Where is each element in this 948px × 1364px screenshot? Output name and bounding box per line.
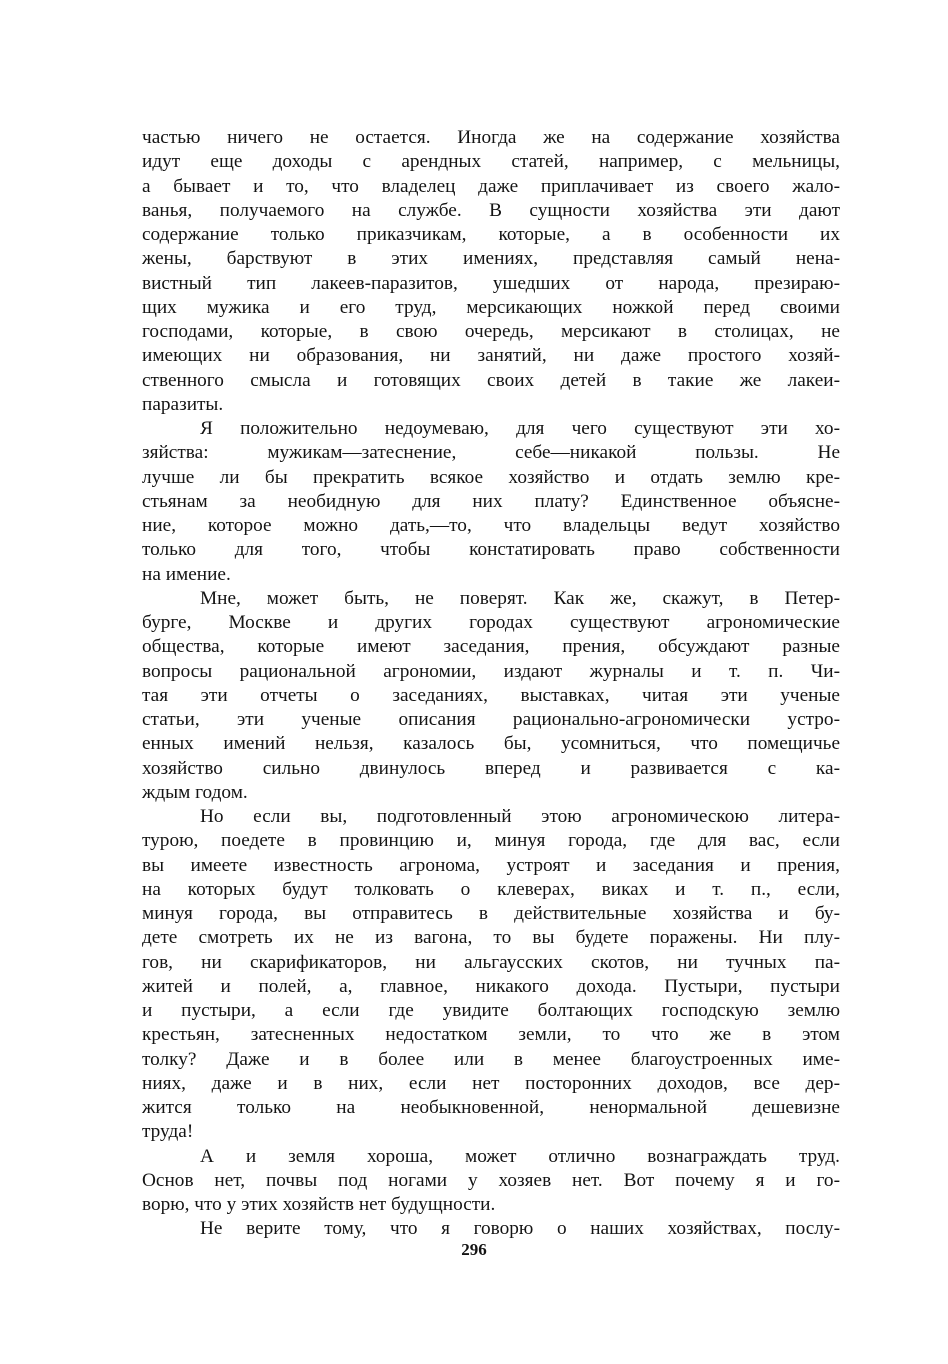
text-line: дете смотреть их не из вагона, то вы будете поражены. Ни плу- <box>142 927 840 949</box>
text-line: жится только на необыкновенной, ненормальной дешевизне <box>142 1097 840 1118</box>
text-line: содержание только приказчикам, которые, а в особенности их <box>142 224 840 245</box>
text-line: тая эти отчеты о заседаниях, выставках, читая эти ученые <box>142 684 840 706</box>
text-line: а бывает и то, что владелец даже приплачивает из своего жало- <box>142 175 840 197</box>
text-line: Но если вы, подготовленный этою агрономическою литера- <box>200 806 840 827</box>
paragraph-6 <box>142 1217 840 1241</box>
paragraph-1 <box>142 126 840 417</box>
text-line: гов, ни скарификаторов, ни альгаусских скотов, ни тучных па- <box>142 951 840 973</box>
text-line: паразиты. <box>142 393 224 415</box>
text-line: ние, которое можно дать,—то, что владельцы ведут хозяйство <box>142 515 840 536</box>
text-line: ниях, даже и в них, если нет посторонних доходов, все дер- <box>142 1072 840 1094</box>
text-line: ворю, что у этих хозяйств нет будущности. <box>142 1194 496 1215</box>
text-line: вопросы рациональной агрономии, издают журналы и т. п. Чи- <box>142 660 840 682</box>
text-line: Не верите тому, что я говорю о наших хозяйствах, послу- <box>200 1218 840 1240</box>
text-line: статьи, эти ученые описания рационально-агрономически устро- <box>142 709 840 730</box>
text-line: щих мужика и его труд, мерсикающих ножкой перед своими <box>142 296 840 318</box>
text-line: и пустыри, а если где увидите болтающих господскую землю <box>142 1000 840 1021</box>
text-line: имеющих ни образования, ни занятий, ни даже простого хозяй- <box>142 345 840 367</box>
text-line: ственного смысла и готовящих своих детей в такие же лакеи- <box>142 369 840 391</box>
text-line: енных имений нельзя, казалось бы, усомниться, что помещичье <box>142 733 840 755</box>
text-line: труда! <box>142 1121 194 1143</box>
text-line: на которых будут толковать о клеверах, виках и т. п., если, <box>142 878 840 900</box>
text-line: частью ничего не остается. Иногда же на содержание хозяйства <box>142 127 840 148</box>
text-line: толку? Даже и в более или в менее благоустроенных име- <box>142 1048 840 1070</box>
paragraph-3 <box>142 587 840 805</box>
paragraph-2 <box>142 417 840 587</box>
text-line: стьянам за необидную для них плату? Единственное объясне- <box>142 490 840 512</box>
text-line: вистный тип лакеев-паразитов, ушедших от народа, презираю- <box>142 272 840 294</box>
text-line: Основ нет, почвы под ногами у хозяев нет. Вот почему я и го- <box>142 1169 840 1191</box>
text-line: идут еще доходы с арендных статей, например, с мельницы, <box>142 151 840 173</box>
text-line: ванья, получаемого на службе. В сущности хозяйства эти дают <box>142 199 840 221</box>
text-line: ждым годом. <box>142 781 248 803</box>
page-number: 296 <box>461 1240 487 1259</box>
text-line: только для того, чтобы констатировать право собственности <box>142 539 840 561</box>
paragraph-4 <box>142 805 840 1145</box>
text-line: зяйства: мужикам—затеснение, себе—никакой пользы. Не <box>142 442 840 464</box>
text-line: вы имеете известность агронома, устроят и заседания и прения, <box>142 854 840 876</box>
text-line: бурге, Москве и других городах существуют агрономические <box>142 612 840 633</box>
text-line: лучше ли бы прекратить всякое хозяйство и отдать землю кре- <box>142 466 840 488</box>
text-line: общества, которые имеют заседания, прения, обсуждают разные <box>142 636 840 658</box>
text-line: житей и полей, а, главное, никакого дохода. Пустыри, пустыри <box>142 975 840 997</box>
text-line: Мне, может быть, не поверят. Как же, скажут, в Петер- <box>200 587 840 609</box>
text-line: на имение. <box>142 563 231 585</box>
paragraph-5 <box>142 1145 840 1218</box>
text-line: господами, которые, в свою очередь, мерсикают в столицах, не <box>142 321 840 342</box>
text-line: хозяйство сильно двинулось вперед и развивается с ка- <box>142 757 840 779</box>
text-line: турою, поедете в провинцию и, минуя города, где для вас, если <box>142 830 840 852</box>
text-line: минуя города, вы отправитесь в действительные хозяйства и бу- <box>142 903 840 924</box>
text-line: крестьян, затесненных недостатком земли, то что же в этом <box>142 1024 840 1046</box>
text-line: Я положительно недоумеваю, для чего существуют эти хо- <box>200 418 840 439</box>
text-line: А и земля хороша, может отлично вознаграждать труд. <box>200 1145 840 1167</box>
document-body <box>142 126 840 1242</box>
text-line: жены, барствуют в этих имениях, представляя самый нена- <box>142 248 840 270</box>
